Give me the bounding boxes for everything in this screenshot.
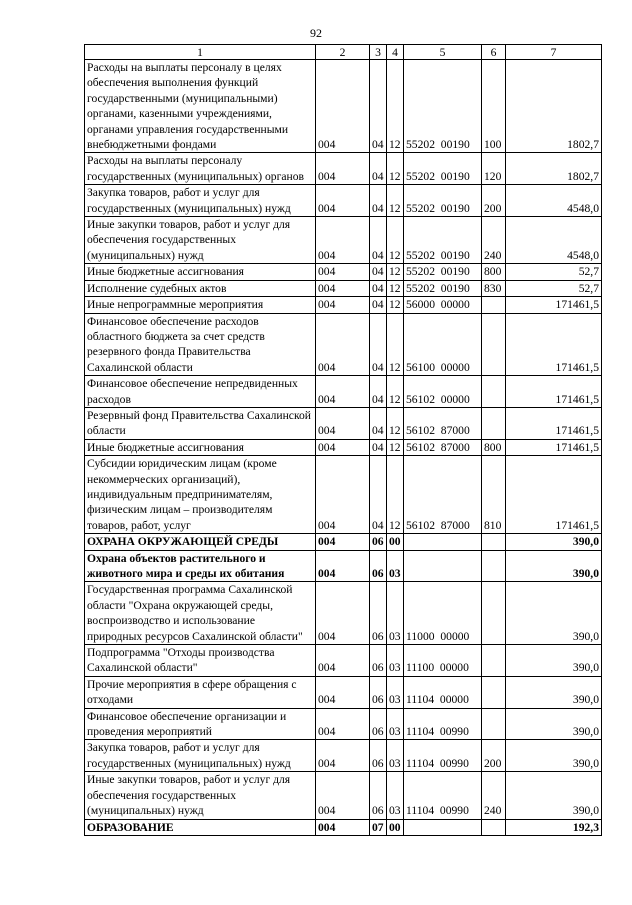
amount-cell: 1802,7 <box>506 153 602 185</box>
subsection-cell: 12 <box>387 153 404 185</box>
code-cell: 004 <box>316 708 370 740</box>
expense-type-cell <box>482 534 506 550</box>
section-cell: 06 <box>370 645 387 677</box>
subsection-cell: 12 <box>387 280 404 296</box>
code-cell: 004 <box>316 676 370 708</box>
target-article-cell: 55202 00190 <box>404 60 482 153</box>
section-cell: 04 <box>370 297 387 313</box>
item-name-cell: Исполнение судебных актов <box>85 280 316 296</box>
item-name-cell: Расходы на выплаты персоналу государственных (муниципальных) органов <box>85 153 316 185</box>
subsection-cell: 12 <box>387 456 404 534</box>
expense-type-cell <box>482 297 506 313</box>
subsection-cell: 12 <box>387 313 404 376</box>
code-cell: 004 <box>316 153 370 185</box>
item-name-cell: Государственная программа Сахалинской области "Охрана окружающей среды, воспроизводство и использование природных ресурсов Сахалинской области" <box>85 582 316 645</box>
item-name-cell: Прочие мероприятия в сфере обращения с отходами <box>85 676 316 708</box>
page-number: 92 <box>310 26 322 40</box>
section-cell: 06 <box>370 676 387 708</box>
expense-type-cell: 810 <box>482 456 506 534</box>
item-name-cell: Финансовое обеспечение непредвиденных расходов <box>85 376 316 408</box>
table-row <box>85 439 602 455</box>
target-article-cell: 55202 00190 <box>404 153 482 185</box>
item-name-cell: Подпрограмма "Отходы производства Сахалинской области" <box>85 645 316 677</box>
table-row <box>85 708 602 740</box>
section-cell: 04 <box>370 407 387 439</box>
table-row <box>85 280 602 296</box>
subsection-cell: 03 <box>387 645 404 677</box>
expense-type-cell <box>482 645 506 677</box>
amount-cell: 390,0 <box>506 772 602 819</box>
target-article-cell: 11100 00000 <box>404 645 482 677</box>
amount-cell: 390,0 <box>506 550 602 582</box>
code-cell: 004 <box>316 313 370 376</box>
table-row <box>85 819 602 835</box>
amount-cell: 52,7 <box>506 280 602 296</box>
code-cell: 004 <box>316 280 370 296</box>
amount-cell: 4548,0 <box>506 185 602 217</box>
item-name-cell: Иные закупки товаров, работ и услуг для обеспечения государственных (муниципальных) нужд <box>85 772 316 819</box>
table-row <box>85 534 602 550</box>
amount-cell: 390,0 <box>506 676 602 708</box>
target-article-cell: 56000 00000 <box>404 297 482 313</box>
column-header: 4 <box>387 45 404 60</box>
column-header: 7 <box>506 45 602 60</box>
subsection-cell: 00 <box>387 534 404 550</box>
code-cell: 004 <box>316 740 370 772</box>
item-name-cell: Иные бюджетные ассигнования <box>85 264 316 280</box>
amount-cell: 171461,5 <box>506 297 602 313</box>
table-row <box>85 740 602 772</box>
item-name-cell: Финансовое обеспечение расходов областного бюджета за счет средств резервного фонда Правительства Сахалинской области <box>85 313 316 376</box>
table-row <box>85 645 602 677</box>
subsection-cell: 12 <box>387 297 404 313</box>
item-name-cell: ОХРАНА ОКРУЖАЮЩЕЙ СРЕДЫ <box>85 534 316 550</box>
header-row <box>85 45 602 60</box>
expense-type-cell <box>482 708 506 740</box>
section-cell: 04 <box>370 185 387 217</box>
table-row <box>85 185 602 217</box>
code-cell: 004 <box>316 819 370 835</box>
table-row <box>85 582 602 645</box>
code-cell: 004 <box>316 439 370 455</box>
column-header: 6 <box>482 45 506 60</box>
section-cell: 06 <box>370 708 387 740</box>
target-article-cell <box>404 550 482 582</box>
subsection-cell: 12 <box>387 376 404 408</box>
target-article-cell: 55202 00190 <box>404 264 482 280</box>
section-cell: 06 <box>370 534 387 550</box>
subsection-cell: 00 <box>387 819 404 835</box>
item-name-cell: Иные закупки товаров, работ и услуг для обеспечения государственных (муниципальных) нужд <box>85 217 316 264</box>
amount-cell: 52,7 <box>506 264 602 280</box>
section-cell: 07 <box>370 819 387 835</box>
target-article-cell: 11104 00990 <box>404 740 482 772</box>
target-article-cell <box>404 534 482 550</box>
subsection-cell: 03 <box>387 708 404 740</box>
table-row <box>85 550 602 582</box>
table-row <box>85 217 602 264</box>
code-cell: 004 <box>316 217 370 264</box>
expense-type-cell: 200 <box>482 185 506 217</box>
target-article-cell: 56102 00000 <box>404 376 482 408</box>
target-article-cell: 55202 00190 <box>404 280 482 296</box>
amount-cell: 390,0 <box>506 740 602 772</box>
section-cell: 04 <box>370 376 387 408</box>
column-header: 2 <box>316 45 370 60</box>
expense-type-cell <box>482 550 506 582</box>
code-cell: 004 <box>316 407 370 439</box>
subsection-cell: 03 <box>387 740 404 772</box>
target-article-cell: 55202 00190 <box>404 217 482 264</box>
amount-cell: 390,0 <box>506 645 602 677</box>
code-cell: 004 <box>316 582 370 645</box>
amount-cell: 171461,5 <box>506 456 602 534</box>
code-cell: 004 <box>316 376 370 408</box>
item-name-cell: Закупка товаров, работ и услуг для государственных (муниципальных) нужд <box>85 740 316 772</box>
subsection-cell: 12 <box>387 217 404 264</box>
subsection-cell: 12 <box>387 439 404 455</box>
item-name-cell: Расходы на выплаты персоналу в целях обеспечения выполнения функций государственными (муниципальными) органами, казенными учреждениями, органами управления государственными внебюджетными фондами <box>85 60 316 153</box>
expense-type-cell <box>482 582 506 645</box>
code-cell: 004 <box>316 534 370 550</box>
section-cell: 06 <box>370 740 387 772</box>
code-cell: 004 <box>316 456 370 534</box>
table-row <box>85 264 602 280</box>
amount-cell: 171461,5 <box>506 439 602 455</box>
expense-type-cell <box>482 313 506 376</box>
subsection-cell: 12 <box>387 185 404 217</box>
budget-table <box>84 44 602 836</box>
amount-cell: 171461,5 <box>506 407 602 439</box>
expense-type-cell <box>482 376 506 408</box>
target-article-cell: 11104 00990 <box>404 708 482 740</box>
section-cell: 04 <box>370 153 387 185</box>
table-row <box>85 313 602 376</box>
section-cell: 04 <box>370 264 387 280</box>
subsection-cell: 12 <box>387 264 404 280</box>
section-cell: 06 <box>370 550 387 582</box>
code-cell: 004 <box>316 297 370 313</box>
item-name-cell: Охрана объектов растительного и животного мира и среды их обитания <box>85 550 316 582</box>
target-article-cell: 56102 87000 <box>404 407 482 439</box>
item-name-cell: Иные бюджетные ассигнования <box>85 439 316 455</box>
subsection-cell: 12 <box>387 407 404 439</box>
item-name-cell: Финансовое обеспечение организации и проведения мероприятий <box>85 708 316 740</box>
amount-cell: 171461,5 <box>506 376 602 408</box>
table-row <box>85 772 602 819</box>
section-cell: 04 <box>370 313 387 376</box>
subsection-cell: 03 <box>387 550 404 582</box>
subsection-cell: 03 <box>387 772 404 819</box>
section-cell: 06 <box>370 582 387 645</box>
expense-type-cell: 120 <box>482 153 506 185</box>
item-name-cell: Иные непрограммные мероприятия <box>85 297 316 313</box>
subsection-cell: 03 <box>387 582 404 645</box>
amount-cell: 171461,5 <box>506 313 602 376</box>
amount-cell: 192,3 <box>506 819 602 835</box>
section-cell: 06 <box>370 772 387 819</box>
target-article-cell <box>404 819 482 835</box>
column-header: 1 <box>85 45 316 60</box>
expense-type-cell <box>482 676 506 708</box>
code-cell: 004 <box>316 645 370 677</box>
amount-cell: 4548,0 <box>506 217 602 264</box>
code-cell: 004 <box>316 60 370 153</box>
table-row <box>85 60 602 153</box>
column-header: 3 <box>370 45 387 60</box>
column-header: 5 <box>404 45 482 60</box>
amount-cell: 390,0 <box>506 534 602 550</box>
code-cell: 004 <box>316 772 370 819</box>
target-article-cell: 11000 00000 <box>404 582 482 645</box>
section-cell: 04 <box>370 439 387 455</box>
expense-type-cell <box>482 819 506 835</box>
expense-type-cell: 240 <box>482 217 506 264</box>
amount-cell: 390,0 <box>506 708 602 740</box>
item-name-cell: ОБРАЗОВАНИЕ <box>85 819 316 835</box>
subsection-cell: 03 <box>387 676 404 708</box>
code-cell: 004 <box>316 264 370 280</box>
table-row <box>85 676 602 708</box>
subsection-cell: 12 <box>387 60 404 153</box>
table-row <box>85 297 602 313</box>
section-cell: 04 <box>370 280 387 296</box>
expense-type-cell: 240 <box>482 772 506 819</box>
target-article-cell: 56100 00000 <box>404 313 482 376</box>
expense-type-cell: 800 <box>482 439 506 455</box>
item-name-cell: Субсидии юридическим лицам (кроме некоммерческих организаций), индивидуальным предпринимателям, физическим лицам – производителям товаров, работ, услуг <box>85 456 316 534</box>
expense-type-cell: 100 <box>482 60 506 153</box>
expense-type-cell: 200 <box>482 740 506 772</box>
item-name-cell: Резервный фонд Правительства Сахалинской области <box>85 407 316 439</box>
section-cell: 04 <box>370 217 387 264</box>
table-row <box>85 153 602 185</box>
expense-type-cell: 800 <box>482 264 506 280</box>
table-row <box>85 376 602 408</box>
code-cell: 004 <box>316 550 370 582</box>
section-cell: 04 <box>370 60 387 153</box>
target-article-cell: 56102 87000 <box>404 456 482 534</box>
table-row <box>85 456 602 534</box>
target-article-cell: 55202 00190 <box>404 185 482 217</box>
table-row <box>85 407 602 439</box>
amount-cell: 390,0 <box>506 582 602 645</box>
target-article-cell: 11104 00000 <box>404 676 482 708</box>
target-article-cell: 11104 00990 <box>404 772 482 819</box>
amount-cell: 1802,7 <box>506 60 602 153</box>
code-cell: 004 <box>316 185 370 217</box>
item-name-cell: Закупка товаров, работ и услуг для государственных (муниципальных) нужд <box>85 185 316 217</box>
section-cell: 04 <box>370 456 387 534</box>
expense-type-cell <box>482 407 506 439</box>
expense-type-cell: 830 <box>482 280 506 296</box>
target-article-cell: 56102 87000 <box>404 439 482 455</box>
